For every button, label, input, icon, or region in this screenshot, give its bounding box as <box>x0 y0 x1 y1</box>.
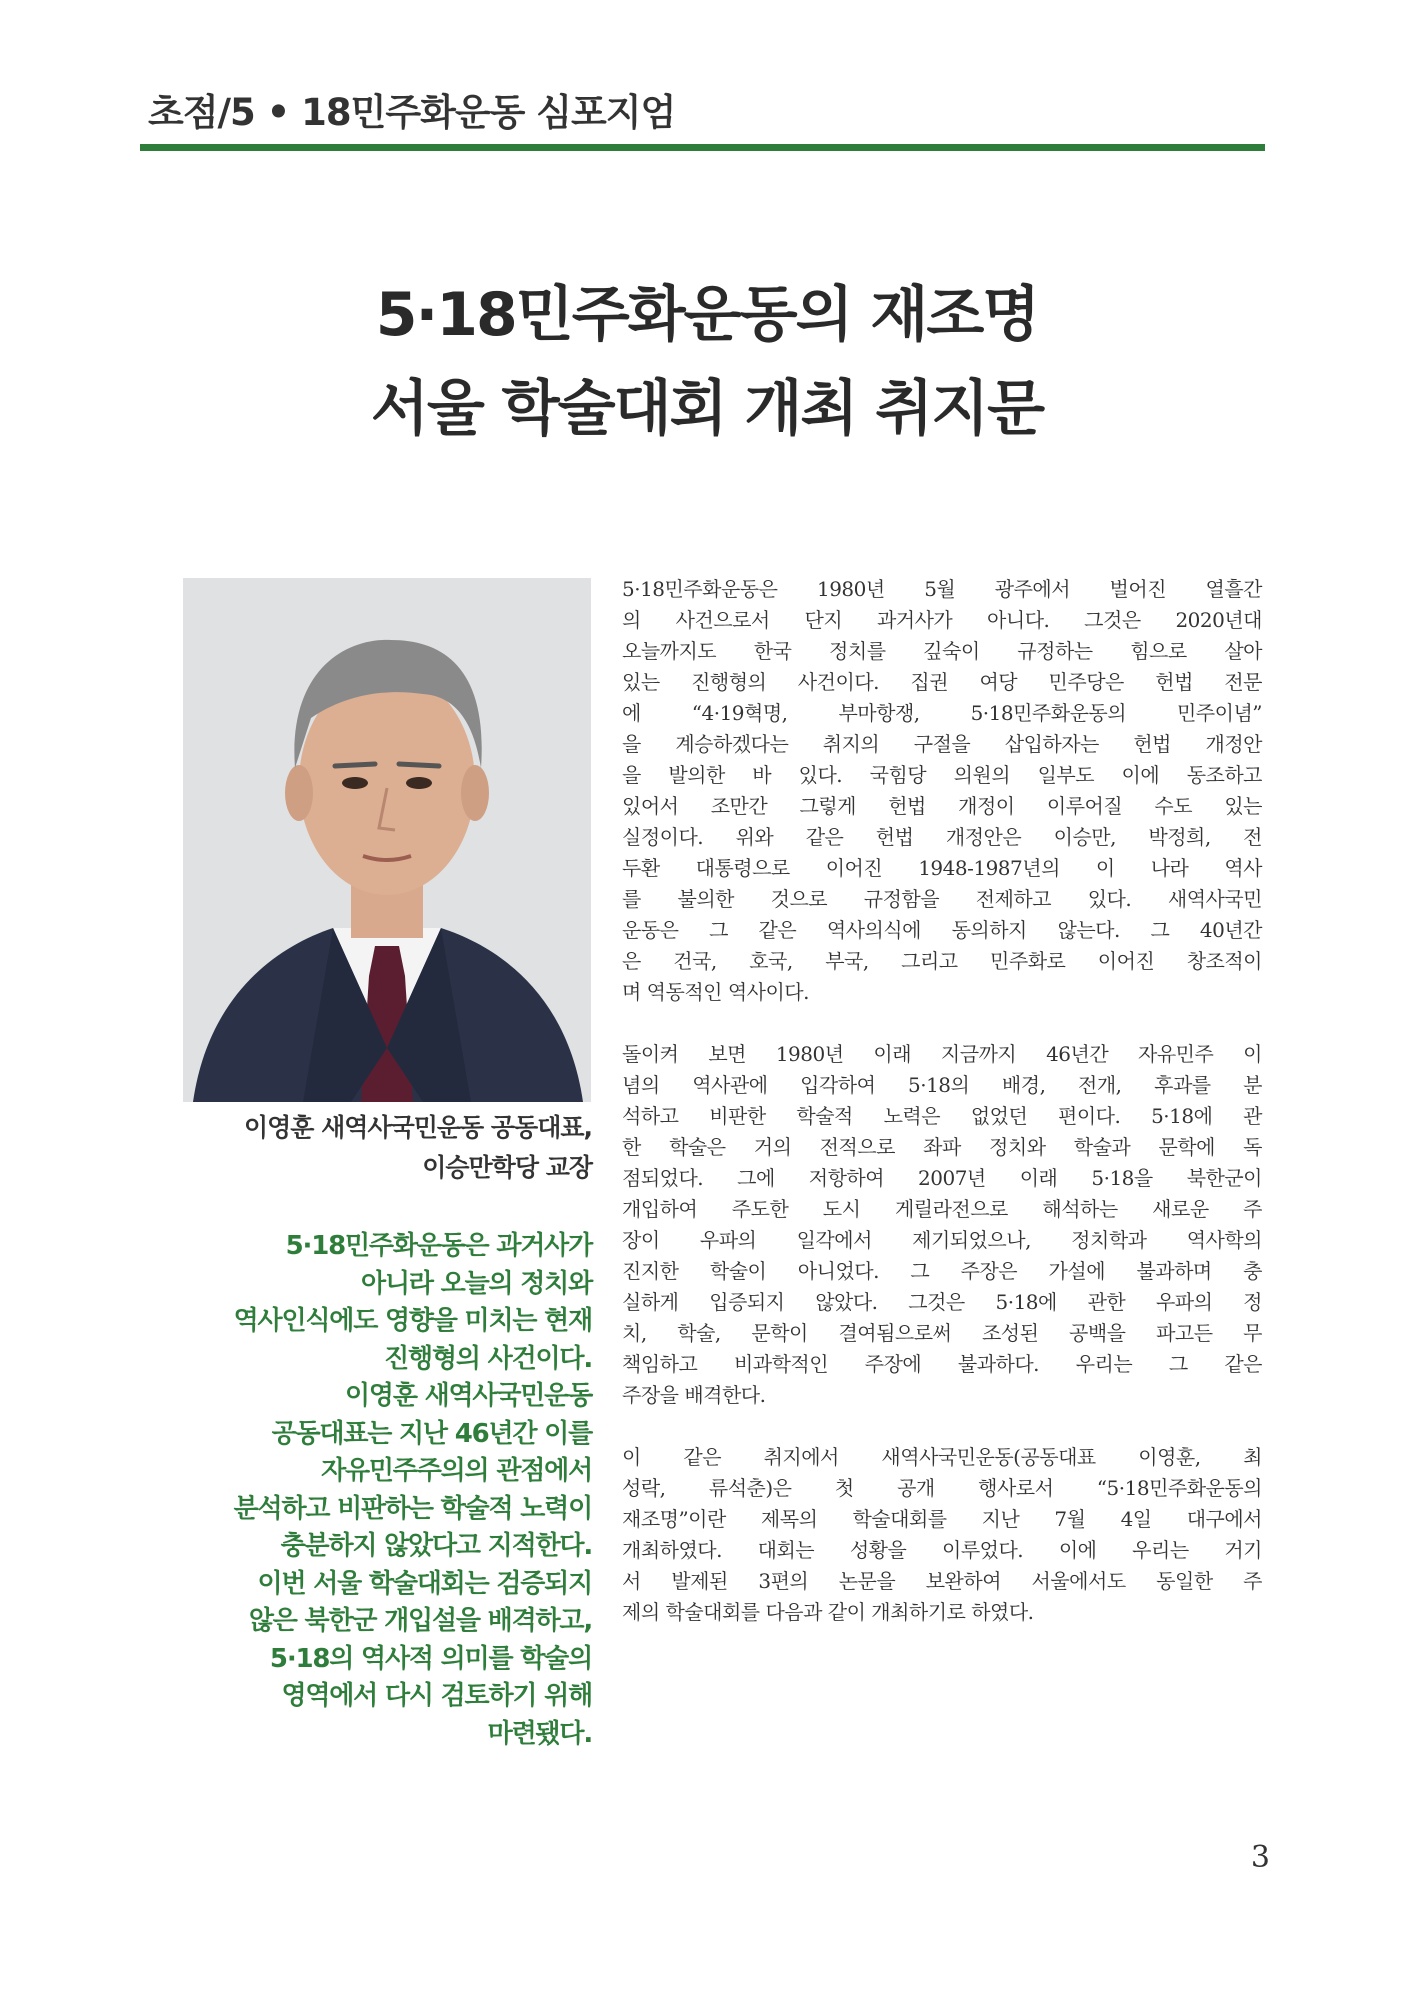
pull-quote <box>150 1228 592 1753</box>
portrait-photo-icon <box>183 578 591 1102</box>
body-line: 석하고 비판한 학술적 노력은 없었던 편이다. 5·18에 관 <box>622 1104 1262 1128</box>
body-line: 진지한 학술이 아니었다. 그 주장은 가설에 불과하며 충 <box>622 1259 1262 1283</box>
body-line: 성락, 류석춘)은 첫 공개 행사로서 “5·18민주화운동의 <box>622 1476 1262 1500</box>
body-line: 를 불의한 것으로 규정함을 전제하고 있다. 새역사국민 <box>622 887 1262 911</box>
article-title <box>0 268 1414 456</box>
body-paragraph-1 <box>622 574 1262 1008</box>
body-line: 재조명”이란 제목의 학술대회를 지난 7월 4일 대구에서 <box>622 1507 1262 1531</box>
pull-quote-line: 공동대표는 지난 46년간 이를 <box>271 1418 592 1449</box>
body-line: 있어서 조만간 그렇게 헌법 개정이 이루어질 수도 있는 <box>622 794 1262 818</box>
body-line: 을 발의한 바 있다. 국힘당 의원의 일부도 이에 동조하고 <box>622 763 1262 787</box>
pull-quote-line: 충분하지 않았다고 지적한다. <box>280 1531 592 1561</box>
body-line: 개최하였다. 대회는 성황을 이루었다. 이에 우리는 거기 <box>622 1538 1262 1562</box>
body-paragraph-2 <box>622 1039 1262 1411</box>
header-divider <box>140 144 1265 151</box>
body-line: 에 “4·19혁명, 부마항쟁, 5·18민주화운동의 민주이념” <box>622 701 1262 725</box>
body-line: 책임하고 비과학적인 주장에 불과하다. 우리는 그 같은 <box>622 1352 1262 1376</box>
pull-quote-line: 마련됐다. <box>487 1718 592 1749</box>
body-line: 념의 역사관에 입각하여 5·18의 배경, 전개, 후과를 분 <box>622 1073 1262 1097</box>
pull-quote-line: 역사인식에도 영향을 미치는 현재 <box>233 1306 592 1336</box>
body-paragraph-3 <box>622 1442 1262 1628</box>
body-line: 있는 진행형의 사건이다. 집권 여당 민주당은 헌법 전문 <box>622 670 1262 694</box>
pull-quote-line: 아니라 오늘의 정치와 <box>361 1268 592 1299</box>
article-body <box>622 574 1262 1659</box>
pull-quote-line: 않은 북한군 개입설을 배격하고, <box>248 1606 592 1636</box>
section-header <box>140 88 1265 151</box>
body-line: 치, 학술, 문학이 결여됨으로써 조성된 공백을 파고든 무 <box>622 1321 1262 1345</box>
body-line: 주장을 배격한다. <box>622 1383 766 1407</box>
section-label: 초점/5 • 18민주화운동 심포지엄 <box>148 91 676 134</box>
body-line: 실정이다. 위와 같은 헌법 개정안은 이승만, 박정희, 전 <box>622 825 1262 849</box>
pull-quote-line: 이번 서울 학술대회는 검증되지 <box>257 1568 592 1599</box>
page-number: 3 <box>1250 1840 1270 1875</box>
body-line: 장이 우파의 일각에서 제기되었으나, 정치학과 역사학의 <box>622 1228 1262 1252</box>
author-portrait <box>183 578 591 1102</box>
photo-caption <box>160 1108 592 1188</box>
body-line: 오늘까지도 한국 정치를 깊숙이 규정하는 힘으로 살아 <box>622 639 1262 663</box>
body-line: 며 역동적인 역사이다. <box>622 980 809 1004</box>
pull-quote-line: 분석하고 비판하는 학술적 노력이 <box>233 1493 592 1524</box>
photo-caption-line-2: 이승만학당 교장 <box>422 1153 592 1182</box>
pull-quote-line: 이영훈 새역사국민운동 <box>344 1381 592 1411</box>
body-line: 서 발제된 3편의 논문을 보완하여 서울에서도 동일한 주 <box>622 1569 1262 1593</box>
pull-quote-line: 5·18의 역사적 의미를 학술의 <box>269 1643 592 1674</box>
pull-quote-line: 진행형의 사건이다. <box>384 1343 592 1374</box>
article-title-line-2: 서울 학술대회 개최 취지문 <box>370 374 1044 444</box>
body-line: 을 계승하겠다는 취지의 구절을 삽입하자는 헌법 개정안 <box>622 732 1262 756</box>
body-line: 실하게 입증되지 않았다. 그것은 5·18에 관한 우파의 정 <box>622 1290 1262 1314</box>
body-line: 제의 학술대회를 다음과 같이 개최하기로 하였다. <box>622 1600 1034 1624</box>
body-line: 점되었다. 그에 저항하여 2007년 이래 5·18을 북한군이 <box>622 1166 1262 1190</box>
article-title-line-1: 5·18민주화운동의 재조명 <box>375 280 1039 350</box>
pull-quote-line: 영역에서 다시 검토하기 위해 <box>281 1681 592 1711</box>
body-line: 이 같은 취지에서 새역사국민운동(공동대표 이영훈, 최 <box>622 1445 1262 1469</box>
body-line: 한 학술은 거의 전적으로 좌파 정치와 학술과 문학에 독 <box>622 1135 1262 1159</box>
pull-quote-line: 5·18민주화운동은 과거사가 <box>285 1231 592 1261</box>
body-line: 의 사건으로서 단지 과거사가 아니다. 그것은 2020년대 <box>622 608 1262 632</box>
body-line: 은 건국, 호국, 부국, 그리고 민주화로 이어진 창조적이 <box>622 949 1262 973</box>
body-line: 돌이켜 보면 1980년 이래 지금까지 46년간 자유민주 이 <box>622 1042 1262 1066</box>
body-line: 두환 대통령으로 이어진 1948-1987년의 이 나라 역사 <box>622 856 1262 880</box>
photo-caption-line-1: 이영훈 새역사국민운동 공동대표, <box>243 1113 592 1142</box>
body-line: 개입하여 주도한 도시 게릴라전으로 해석하는 새로운 주 <box>622 1197 1262 1221</box>
body-line: 5·18민주화운동은 1980년 5월 광주에서 벌어진 열흘간 <box>622 577 1262 601</box>
pull-quote-line: 자유민주주의의 관점에서 <box>321 1456 592 1486</box>
body-line: 운동은 그 같은 역사의식에 동의하지 않는다. 그 40년간 <box>622 918 1262 942</box>
